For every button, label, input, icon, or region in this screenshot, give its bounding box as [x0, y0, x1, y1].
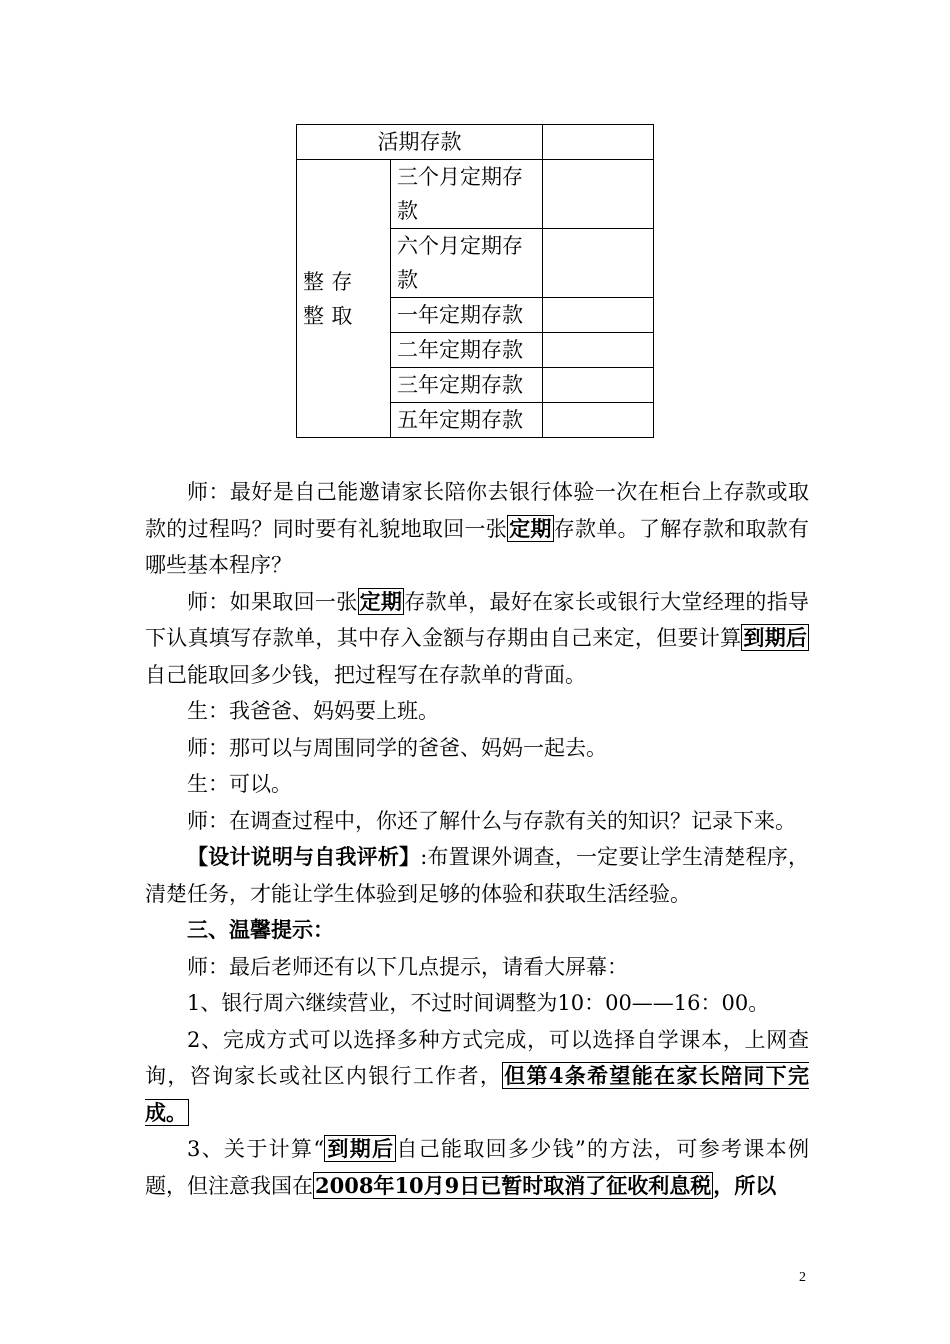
term-cell: 二年定期存款 — [391, 333, 543, 368]
page-number: 2 — [799, 1270, 806, 1285]
section-heading: 三、温馨提示： — [187, 917, 334, 942]
paragraph: 师：最后老师还有以下几点提示，请看大屏幕： — [187, 954, 628, 979]
table-row — [297, 160, 654, 229]
table-row — [297, 125, 654, 160]
paragraph-text: 师：如果取回一张 — [187, 589, 358, 614]
paragraph-text: :布置课外调查，一定要让学生清楚程序，清楚任务，才能让学生体验到足够的体验和获取生活经验。 — [145, 845, 809, 906]
fixed-deposit-group-cell: 整存整取 — [297, 160, 391, 438]
paragraph — [145, 1022, 809, 1132]
boxed-keyword: 但第4条希望能在家长陪同下完成。 — [145, 1063, 809, 1125]
paragraph-text: 师：最好是自己能邀请家长陪你去银行体验一次在柜台上存款或取款的过程吗？同时要有礼貌地取回一张 — [145, 480, 809, 541]
rate-cell — [543, 403, 654, 438]
paragraph: 师：在调查过程中，你还了解什么与存款有关的知识？记录下来。 — [187, 808, 796, 833]
paragraph — [145, 584, 809, 694]
paragraph — [145, 474, 809, 584]
rate-cell — [543, 125, 654, 160]
rate-cell — [543, 333, 654, 368]
boxed-keyword: 2008年10月9日已暂时取消了征收利息税 — [315, 1172, 712, 1198]
paragraph-text: ，所以 — [713, 1172, 777, 1198]
paragraph-text: 存款单，最好在家长或银行大堂经理的指导下认真填写存款单，其中存入金额与存期由自己来定，但要计算 — [145, 589, 810, 650]
boxed-keyword: 定期 — [359, 588, 403, 614]
demand-deposit-cell: 活期存款 — [297, 125, 543, 160]
rate-cell — [543, 160, 654, 229]
boxed-keyword: 定期 — [509, 515, 552, 541]
paragraph — [145, 1131, 809, 1204]
paragraph-text: 3、关于计算“ — [187, 1137, 325, 1161]
deposit-rate-table — [296, 124, 654, 438]
rate-cell — [543, 368, 654, 403]
boxed-keyword: 到期后 — [326, 1136, 395, 1161]
paragraph-text: 存款单。了解存款和取款有哪些基本程序？ — [145, 516, 810, 577]
paragraph: 师：那可以与周围同学的爸爸、妈妈一起去。 — [187, 735, 607, 760]
paragraph: 生：我爸爸、妈妈要上班。 — [187, 699, 439, 723]
term-cell: 五年定期存款 — [391, 403, 543, 438]
term-cell: 三个月定期存款 — [391, 160, 543, 229]
paragraph — [145, 839, 809, 912]
paragraph-text: 自己能取回多少钱，把过程写在存款单的背面。 — [145, 662, 586, 687]
term-cell: 三年定期存款 — [391, 368, 543, 403]
lesson-body — [145, 474, 809, 1204]
design-note-label: 【设计说明与自我评析】 — [187, 844, 421, 869]
paragraph: 生：可以。 — [187, 772, 292, 796]
rate-cell — [543, 298, 654, 333]
term-cell: 一年定期存款 — [391, 298, 543, 333]
paragraph-text: 2、完成方式可以选择多种方式完成，可以选择自学课本，上网查询，咨询家长或社区内银行工作者， — [145, 1027, 809, 1088]
boxed-keyword: 到期后 — [743, 625, 808, 650]
paragraph: 1、银行周六继续营业，不过时间调整为10：00——16：00。 — [187, 991, 770, 1015]
paragraph-text: 自己能取回多少钱”的方法，可参考课本例题，但注意我国在 — [145, 1137, 809, 1198]
term-cell: 六个月定期存款 — [391, 229, 543, 298]
rate-cell — [543, 229, 654, 298]
